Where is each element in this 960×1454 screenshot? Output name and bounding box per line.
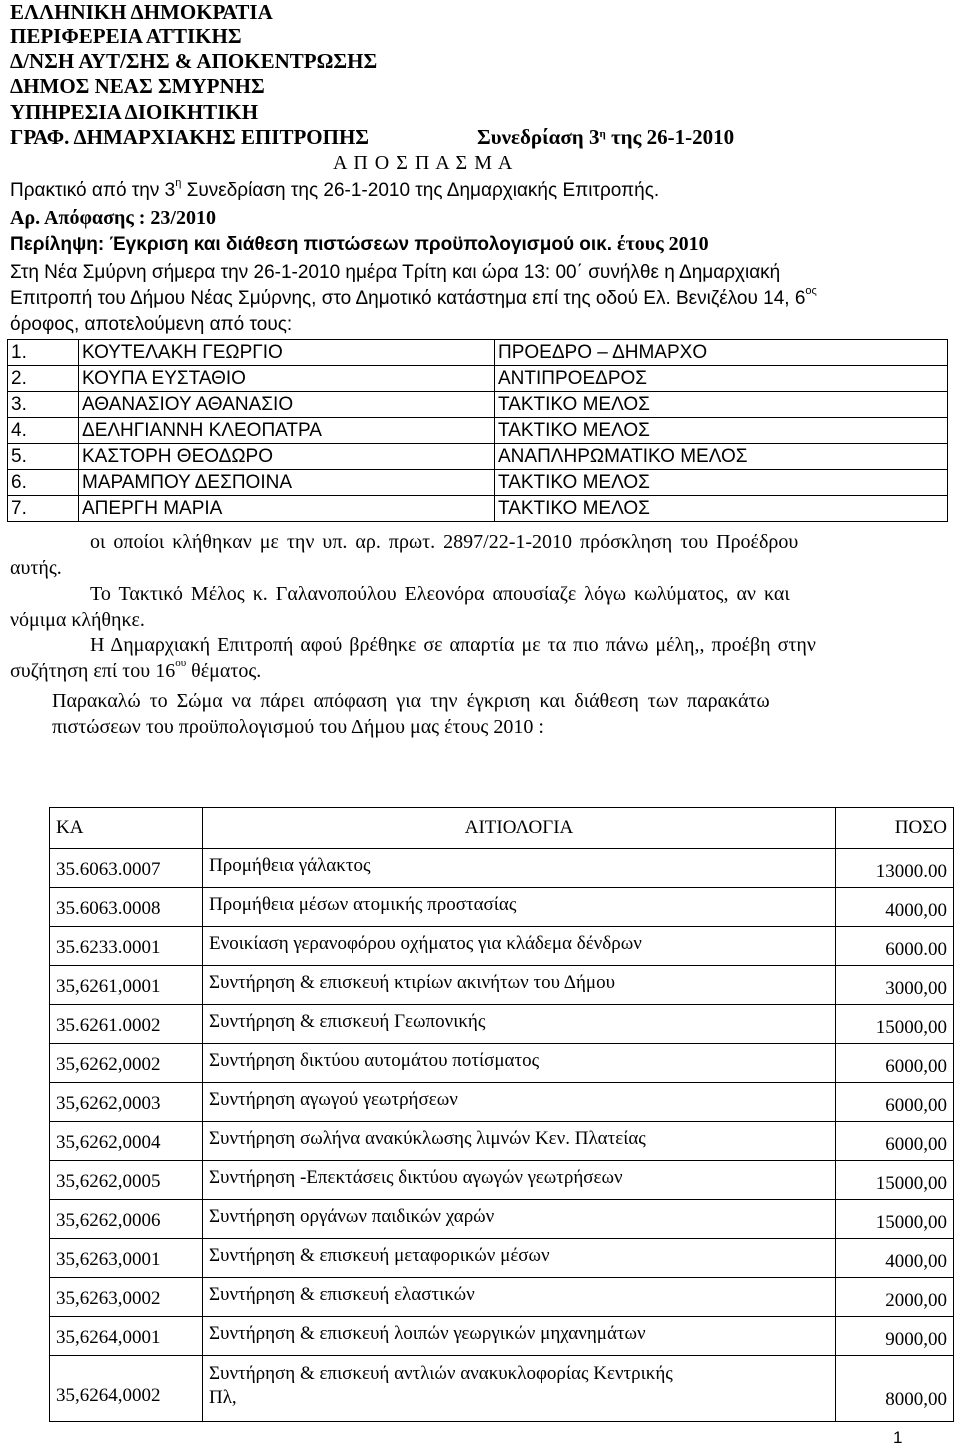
table-row: [8, 366, 948, 392]
budget-amount: 15000,00: [836, 1161, 954, 1200]
decision-number: Αρ. Απόφασης : 23/2010: [10, 207, 216, 229]
budget-description: Συντήρηση & επισκευή μεταφορικών μέσων: [203, 1239, 836, 1278]
member-role: ΑΝΑΠΛΗΡΩΜΑΤΙΚΟ ΜΕΛΟΣ: [495, 444, 948, 470]
budget-description: Συντήρηση & επισκευή λοιπών γεωργικών μηχανημάτων: [203, 1317, 836, 1356]
budget-description: Προμήθεια μέσων ατομικής προστασίας: [203, 888, 836, 927]
table-row: [50, 1005, 954, 1044]
table-row: [8, 418, 948, 444]
budget-description: Συντήρηση αγωγού γεωτρήσεων: [203, 1083, 836, 1122]
member-number: 7.: [8, 496, 79, 522]
member-role: ΤΑΚΤΙΚΟ ΜΕΛΟΣ: [495, 418, 948, 444]
header-session: Συνεδρίαση $3^\eta$ της 26-1-2010: [477, 125, 735, 149]
table-row: [50, 1161, 954, 1200]
budget-description: Προμήθεια γάλακτος: [203, 849, 836, 888]
member-number: 5.: [8, 444, 79, 470]
budget-amount: 13000.00: [836, 849, 954, 888]
header-code: ΚΑ: [50, 808, 203, 849]
budget-code: 35,6262,0004: [50, 1122, 203, 1161]
excerpt-title: Α Π Ο Σ Π Α Σ Μ Α: [333, 152, 514, 174]
budget-description: Συντήρηση & επισκευή κτιρίων ακινήτων του Δήμου: [203, 966, 836, 1005]
table-row: [8, 496, 948, 522]
table-row: [50, 966, 954, 1005]
member-name: ΜΑΡΑΜΠΟΥ ΔΕΣΠΟΙΝΑ: [79, 470, 495, 496]
budget-code: 35.6261.0002: [50, 1005, 203, 1044]
table-row: [50, 1044, 954, 1083]
member-number: 4.: [8, 418, 79, 444]
budget-code: 35,6263,0001: [50, 1239, 203, 1278]
quorum-line-1: Η Δημαρχιακή Επιτροπή αφού βρέθηκε σε απαρτία με τα πιο πάνω μέλη,, προέβη στην: [90, 634, 816, 656]
budget-code: 35,6262,0002: [50, 1044, 203, 1083]
table-row: [50, 1200, 954, 1239]
budget-amount: 15000,00: [836, 1005, 954, 1044]
budget-amount: 15000,00: [836, 1200, 954, 1239]
table-row: [50, 1356, 954, 1422]
budget-description: Συντήρηση & επισκευή αντλιών ανακυκλοφορίας Κεντρικής Πλ,: [203, 1356, 836, 1422]
quorum-line-2: συζήτηση επί του $16^{o\upsilon}$ θέματος.: [10, 657, 262, 682]
request-line-2: πιστώσεων του προϋπολογισμού του Δήμου μας έτους 2010 :: [52, 716, 544, 738]
budget-amount: 8000,00: [836, 1356, 954, 1422]
header-description: ΑΙΤΙΟΛΟΓΙΑ: [203, 808, 836, 849]
minutes-line: Πρακτικό από την $3^\eta$ Συνεδρίαση της 26-1-2010 της Δημαρχιακής Επιτροπής.: [10, 177, 660, 201]
header-office: ΓΡΑΦ. ΔΗΜΑΡΧΙΑΚΗΣ ΕΠΙΤΡΟΠΗΣ: [10, 125, 370, 149]
absent-line-2: νόμιμα κλήθηκε.: [10, 609, 145, 631]
member-role: ΠΡΟΕΔΡΟ – ΔΗΜΑΡΧΟ: [495, 340, 948, 366]
table-row: [8, 340, 948, 366]
table-row: [50, 1083, 954, 1122]
budget-code: 35.6063.0007: [50, 849, 203, 888]
member-role: ΤΑΚΤΙΚΟ ΜΕΛΟΣ: [495, 392, 948, 418]
budget-description: Συντήρηση & επισκευή Γεωπονικής: [203, 1005, 836, 1044]
budget-amount: 6000,00: [836, 1122, 954, 1161]
member-number: 3.: [8, 392, 79, 418]
budget-header-row: [50, 808, 954, 849]
member-name: ΑΠΕΡΓΗ ΜΑΡΙΑ: [79, 496, 495, 522]
budget-code: 35,6262,0006: [50, 1200, 203, 1239]
member-number: 6.: [8, 470, 79, 496]
member-name: ΚΑΣΤΟΡΗ ΘΕΟΔΩΡΟ: [79, 444, 495, 470]
table-row: [8, 444, 948, 470]
budget-description: Ενοικίαση γερανοφόρου οχήματος για κλάδεμα δένδρων: [203, 927, 836, 966]
budget-table: [49, 807, 954, 1422]
invite-line-1: οι οποίοι κλήθηκαν με την υπ. αρ. πρωτ. 2897/22-1-2010 πρόσκληση του Προέδρου: [90, 531, 799, 553]
members-table: [7, 339, 948, 522]
table-row: [50, 888, 954, 927]
budget-amount: 6000,00: [836, 1083, 954, 1122]
header-municipality: ΔΗΜΟΣ ΝΕΑΣ ΣΜΥΡΝΗΣ: [10, 74, 265, 98]
budget-amount: 3000,00: [836, 966, 954, 1005]
table-row: [50, 1122, 954, 1161]
page-number: 1: [893, 1428, 903, 1447]
member-role: ΤΑΚΤΙΚΟ ΜΕΛΟΣ: [495, 470, 948, 496]
intro-line-1: Στη Νέα Σμύρνη σήμερα την 26-1-2010 ημέρα Τρίτη και ώρα 13: 00΄ συνήλθε η Δημαρχιακή: [10, 262, 781, 283]
budget-amount: 4000,00: [836, 888, 954, 927]
table-row: [8, 470, 948, 496]
intro-line-3: όροφος, αποτελούμενη από τους:: [10, 314, 293, 335]
member-number: 1.: [8, 340, 79, 366]
member-name: ΚΟΥΠΑ ΕΥΣΤΑΘΙΟ: [79, 366, 495, 392]
budget-amount: 2000,00: [836, 1278, 954, 1317]
budget-code: 35,6262,0003: [50, 1083, 203, 1122]
budget-description: Συντήρηση & επισκευή ελαστικών: [203, 1278, 836, 1317]
intro-line-2: Επιτροπή του Δήμου Νέας Σμύρνης, στο Δημοτικό κατάστημα επί της οδού Ελ. Βενιζέλου 14, $6^{o\varsigma}$: [10, 285, 817, 309]
header-amount: ΠΟΣΟ: [836, 808, 954, 849]
budget-description: Συντήρηση οργάνων παιδικών χαρών: [203, 1200, 836, 1239]
table-row: [50, 927, 954, 966]
budget-amount: 9000,00: [836, 1317, 954, 1356]
budget-amount: 6000.00: [836, 927, 954, 966]
table-row: [50, 1239, 954, 1278]
member-name: ΚΟΥΤΕΛΑΚΗ ΓΕΩΡΓΙΟ: [79, 340, 495, 366]
budget-code: 35,6261,0001: [50, 966, 203, 1005]
budget-code: 35,6263,0002: [50, 1278, 203, 1317]
table-row: [50, 849, 954, 888]
budget-amount: 6000,00: [836, 1044, 954, 1083]
member-number: 2.: [8, 366, 79, 392]
header-country: ΕΛΛΗΝΙΚΗ ΔΗΜΟΚΡΑΤΙΑ: [10, 0, 273, 24]
budget-code: 35,6262,0005: [50, 1161, 203, 1200]
member-role: ΑΝΤΙΠΡΟΕΔΡΟΣ: [495, 366, 948, 392]
invite-line-2: αυτής.: [10, 557, 62, 579]
summary-line: Περίληψη: Έγκριση και διάθεση πιστώσεων προϋπολογισμού οικ. έτους 2010: [10, 233, 709, 255]
table-row: [50, 1278, 954, 1317]
header-directorate: Δ/ΝΣΗ ΑΥΤ/ΣΗΣ & ΑΠΟΚΕΝΤΡΩΣΗΣ: [10, 49, 378, 73]
header-region: ΠΕΡΙΦΕΡΕΙΑ ΑΤΤΙΚΗΣ: [10, 24, 242, 48]
budget-code: 35.6233.0001: [50, 927, 203, 966]
budget-description: Συντήρηση -Επεκτάσεις δικτύου αγωγών γεωτρήσεων: [203, 1161, 836, 1200]
budget-code: 35,6264,0001: [50, 1317, 203, 1356]
budget-description: Συντήρηση δικτύου αυτομάτου ποτίσματος: [203, 1044, 836, 1083]
table-row: [8, 392, 948, 418]
table-row: [50, 1317, 954, 1356]
member-name: ΔΕΛΗΓΙΑΝΝΗ ΚΛΕΟΠΑΤΡΑ: [79, 418, 495, 444]
budget-amount: 4000,00: [836, 1239, 954, 1278]
member-role: ΤΑΚΤΙΚΟ ΜΕΛΟΣ: [495, 496, 948, 522]
absent-line-1: Το Τακτικό Μέλος κ. Γαλανοπούλου Ελεονόρα απουσίαζε λόγω κωλύματος, αν και: [90, 583, 790, 605]
header-service: ΥΠΗΡΕΣΙΑ ΔΙΟΙΚΗΤΙΚΗ: [10, 100, 259, 124]
budget-code: 35.6063.0008: [50, 888, 203, 927]
member-name: ΑΘΑΝΑΣΙΟΥ ΑΘΑΝΑΣΙΟ: [79, 392, 495, 418]
request-line-1: Παρακαλώ το Σώμα να πάρει απόφαση για την έγκριση και διάθεση των παρακάτω: [52, 690, 770, 712]
budget-code: 35,6264,0002: [50, 1356, 203, 1422]
budget-description: Συντήρηση σωλήνα ανακύκλωσης λιμνών Κεν. Πλατείας: [203, 1122, 836, 1161]
